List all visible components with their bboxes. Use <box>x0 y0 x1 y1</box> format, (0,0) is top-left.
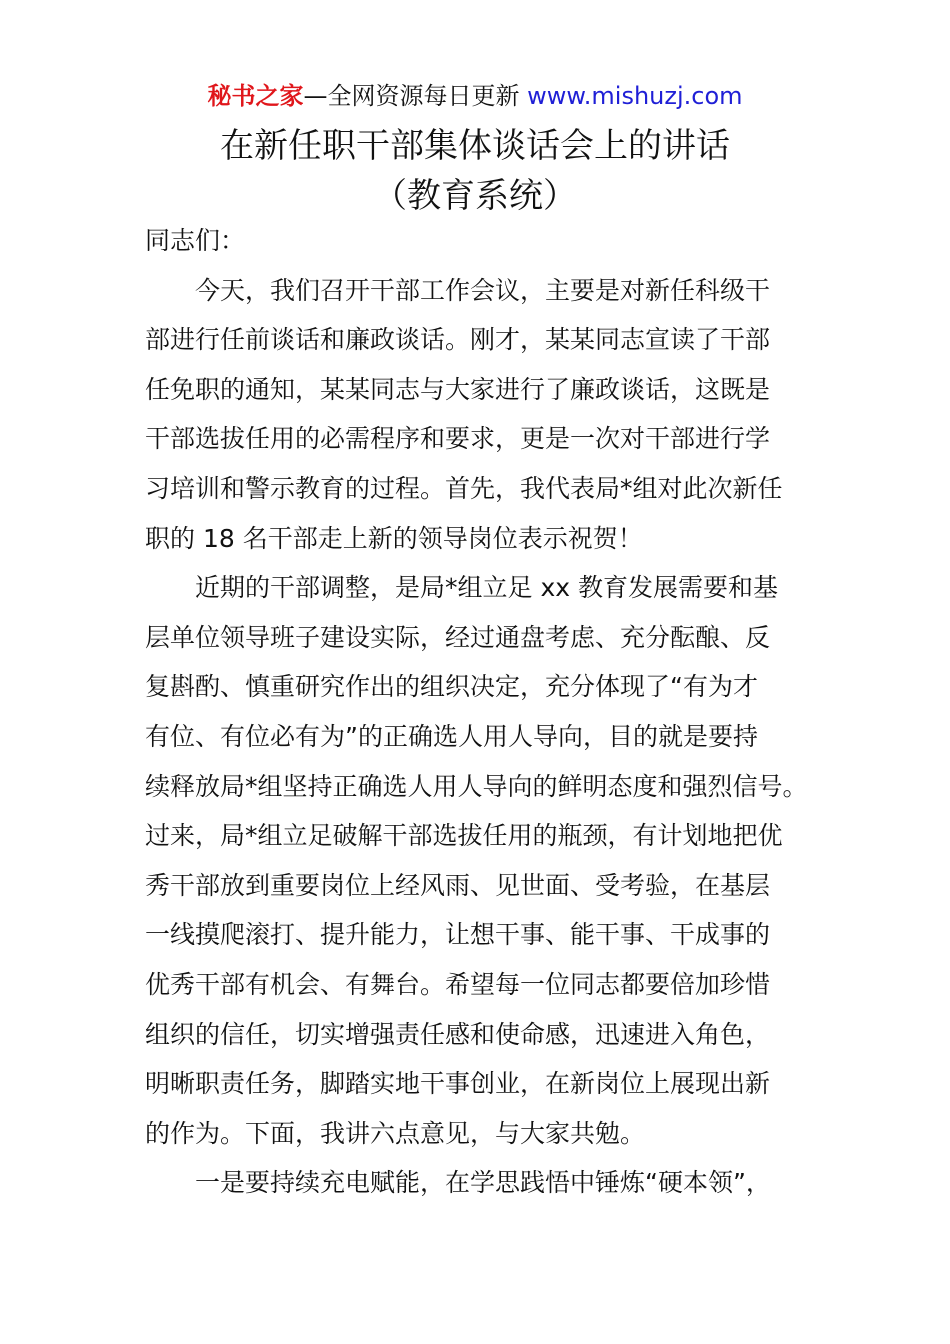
body-line: 近期的干部调整，是局*组立足 xx 教育发展需要和基 <box>145 573 778 603</box>
body-line: 的作为。下面，我讲六点意见，与大家共勉。 <box>145 1118 646 1148</box>
body-line: 组织的信任，切实增强责任感和使命感，迅速进入角色， <box>145 1019 771 1049</box>
body-line: 优秀干部有机会、有舞台。希望每一位同志都要倍加珍惜 <box>145 969 771 999</box>
body-line: 过来，局*组立足破解干部选拔任用的瓶颈，有计划地把优 <box>145 821 783 851</box>
body-line: 秀干部放到重要岗位上经风雨、见世面、受考验，在基层 <box>145 870 771 900</box>
body-line: 有位、有位必有为”的正确选人用人导向，目的就是要持 <box>145 721 758 751</box>
site-header <box>0 80 950 112</box>
body-line: 一线摸爬滚打、提升能力，让想干事、能干事、干成事的 <box>145 920 771 950</box>
body-line: 任免职的通知，某某同志与大家进行了廉政谈话，这既是 <box>145 374 771 404</box>
site-brand: 秘书之家 <box>207 82 304 110</box>
body-line: 复斟酌、慎重研究作出的组织决定，充分体现了“有为才 <box>145 672 758 702</box>
body-line: 今天，我们召开干部工作会议，主要是对新任科级干 <box>145 275 771 305</box>
body-line: 干部选拔任用的必需程序和要求，更是一次对干部进行学 <box>145 424 771 454</box>
document-body <box>145 216 815 1208</box>
site-url-link[interactable]: www.mishuzj.com <box>527 82 743 110</box>
site-tagline: —全网资源每日更新 <box>303 82 520 110</box>
body-line: 一是要持续充电赋能，在学思践悟中锤炼“硬本领”， <box>145 1168 771 1198</box>
body-line: 部进行任前谈话和廉政谈话。刚才，某某同志宣读了干部 <box>145 325 771 355</box>
salutation: 同志们： <box>145 226 246 255</box>
document-subtitle: （教育系统） <box>373 176 577 216</box>
body-line: 续释放局*组坚持正确选人用人导向的鲜明态度和强烈信号。 <box>145 771 808 801</box>
body-line: 层单位领导班子建设实际，经过通盘考虑、充分酝酿、反 <box>145 622 771 652</box>
document-title: 在新任职干部集体谈话会上的讲话 <box>220 126 730 166</box>
body-line: 明晰职责任务，脚踏实地干事创业，在新岗位上展现出新 <box>145 1069 771 1099</box>
body-line: 习培训和警示教育的过程。首先，我代表局*组对此次新任 <box>145 473 783 503</box>
body-line: 职的 18 名干部走上新的领导岗位表示祝贺！ <box>145 523 643 553</box>
